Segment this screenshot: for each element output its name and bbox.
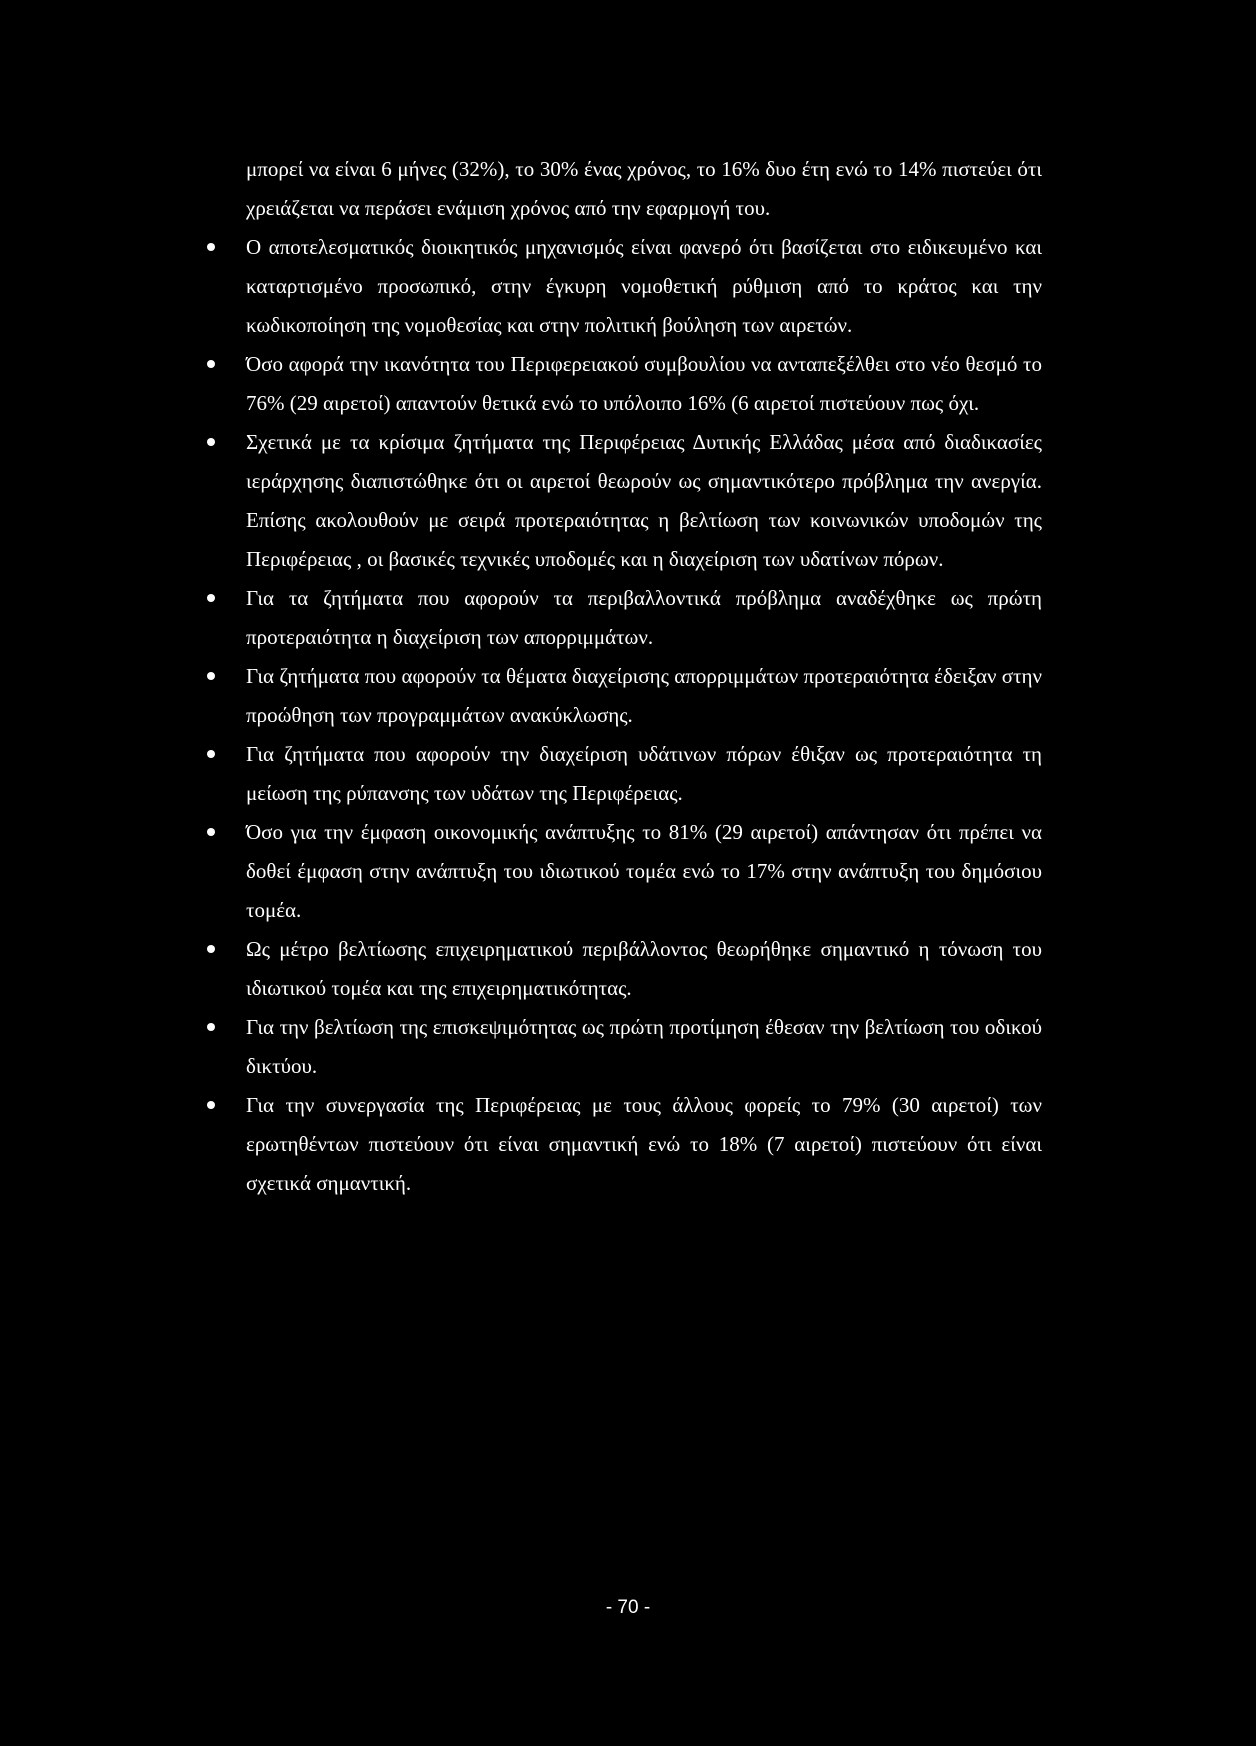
bullet-icon <box>207 750 215 758</box>
bullet-text: Ο αποτελεσματικός διοικητικός μηχανισμός είναι φανερό ότι βασίζεται στο ειδικευμένο και καταρτισμένο προσωπικό, στην έγκυρη νομοθετική ρύθμιση από το κράτος και την κωδικοποίηση της νομοθεσίας και στην πολιτική βούληση των αιρετών. <box>246 235 1042 337</box>
bullet-item <box>246 1008 1042 1086</box>
page-number: - 70 - <box>605 1597 651 1618</box>
bullet-item <box>246 657 1042 735</box>
bullet-icon <box>207 243 215 251</box>
document-body <box>246 150 1042 1203</box>
bullet-text: Ως μέτρο βελτίωσης επιχειρηματικού περιβάλλοντος θεωρήθηκε σημαντικό η τόνωση του ιδιωτικού τομέα και της επιχειρηματικότητας. <box>246 937 1042 1000</box>
bullet-list <box>246 228 1042 1203</box>
bullet-item <box>246 813 1042 930</box>
bullet-item <box>246 1086 1042 1203</box>
bullet-icon <box>207 672 215 680</box>
bullet-icon <box>207 945 215 953</box>
bullet-text: Για την συνεργασία της Περιφέρειας με τους άλλους φορείς το 79% (30 αιρετοί) των ερωτηθέντων πιστεύουν ότι είναι σημαντική ενώ το 18% (7 αιρετοί) πιστεύουν ότι είναι σχετικά σημαντική. <box>246 1093 1042 1195</box>
bullet-item <box>246 930 1042 1008</box>
bullet-text: Όσο αφορά την ικανότητα του Περιφερειακού συμβουλίου να ανταπεξέλθει στο νέο θεσμό το 76% (29 αιρετοί) απαντούν θετικά ενώ το υπόλοιπο 16% (6 αιρετοί πιστεύουν πως όχι. <box>246 352 1042 415</box>
bullet-text: Για ζητήματα που αφορούν τα θέματα διαχείρισης απορριμμάτων προτεραιότητα έδειξαν στην προώθηση των προγραμμάτων ανακύκλωσης. <box>246 664 1042 727</box>
bullet-item <box>246 228 1042 345</box>
bullet-item <box>246 423 1042 579</box>
bullet-text: Όσο για την έμφαση οικονομικής ανάπτυξης το 81% (29 αιρετοί) απάντησαν ότι πρέπει να δοθεί έμφαση στην ανάπτυξη του ιδιωτικού τομέα ενώ το 17% στην ανάπτυξη του δημόσιου τομέα. <box>246 820 1042 922</box>
bullet-text: Για την βελτίωση της επισκεψιμότητας ως πρώτη προτίμηση έθεσαν την βελτίωση του οδικού δικτύου. <box>246 1015 1042 1078</box>
continuation-paragraph: μπορεί να είναι 6 μήνες (32%), το 30% ένας χρόνος, το 16% δυο έτη ενώ το 14% πιστεύει ότι χρειάζεται να περάσει ενάμιση χρόνος από την εφαρμογή του. <box>246 157 1042 220</box>
bullet-icon <box>207 438 215 446</box>
bullet-item <box>246 345 1042 423</box>
bullet-icon <box>207 1023 215 1031</box>
bullet-text: Για τα ζητήματα που αφορούν τα περιβαλλοντικά πρόβλημα αναδέχθηκε ως πρώτη προτεραιότητα η διαχείριση των απορριμμάτων. <box>246 586 1042 649</box>
bullet-item <box>246 579 1042 657</box>
bullet-icon <box>207 594 215 602</box>
bullet-text: Για ζητήματα που αφορούν την διαχείριση υδάτινων πόρων έθιξαν ως προτεραιότητα τη μείωση της ρύπανσης των υδάτων της Περιφέρειας. <box>246 742 1042 805</box>
bullet-text: Σχετικά με τα κρίσιμα ζητήματα της Περιφέρειας Δυτικής Ελλάδας μέσα από διαδικασίες ιεράρχησης διαπιστώθηκε ότι οι αιρετοί θεωρούν ως σημαντικότερο πρόβλημα την ανεργία. Επίσης ακολουθούν με σειρά προτεραιότητας η βελτίωση των κοινωνικών υποδομών της Περιφέρειας , οι βασικές τεχνικές υποδομές και η διαχείριση των υδατίνων πόρων. <box>246 430 1042 571</box>
bullet-icon <box>207 828 215 836</box>
bullet-icon <box>207 1101 215 1109</box>
bullet-icon <box>207 360 215 368</box>
bullet-item <box>246 735 1042 813</box>
